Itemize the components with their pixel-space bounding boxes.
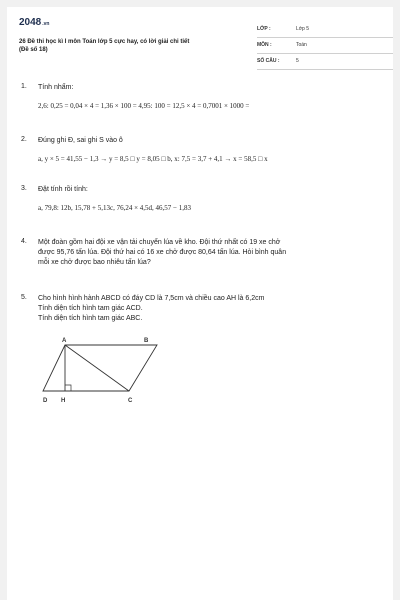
question-expression: 2,6: 0,25 = 0,04 × 4 = 1,36 × 100 = 4,95: 100 = 12,5 × 4 = 0,7001 × 1000 = bbox=[38, 102, 250, 110]
meta-key: SỐ CÂU : bbox=[257, 58, 280, 64]
question-number: 1. bbox=[21, 83, 27, 90]
question-line: được 95,76 tấn lúa. Đội thứ hai có 16 xe chở được 80,64 tấn lúa. Hỏi bình quân bbox=[38, 249, 287, 256]
meta-row-class bbox=[257, 23, 393, 38]
question-number: 4. bbox=[21, 238, 27, 245]
exam-title-line1: 26 Đề thi học kì I môn Toán lớp 5 cực hay, có lời giải chi tiết bbox=[19, 39, 190, 45]
meta-row-subject bbox=[257, 39, 393, 54]
question-text bbox=[38, 294, 378, 324]
question-line: Tính diện tích hình tam giác ABC. bbox=[38, 315, 143, 322]
vertex-label-d: D bbox=[43, 398, 48, 404]
question-line: mỗi xe chở được bao nhiêu tấn lúa? bbox=[38, 259, 151, 266]
parallelogram-abcd bbox=[43, 345, 157, 391]
vertex-label-c: C bbox=[128, 398, 133, 404]
logo-text: 2048 bbox=[19, 17, 42, 28]
meta-value: Lớp 5 bbox=[296, 26, 310, 32]
vertex-label-b: B bbox=[144, 338, 149, 344]
question-line: Cho hình hình hành ABCD có đáy CD là 7,5cm và chiều cao AH là 6,2cm bbox=[38, 295, 265, 302]
meta-key: LỚP : bbox=[257, 26, 271, 32]
question-text: Đặt tính rồi tính: bbox=[38, 186, 88, 193]
question-expression: a, 79,8: 12b, 15,78 + 5,13c, 76,24 × 4,5d, 46,57 − 1,83 bbox=[38, 204, 192, 212]
meta-table bbox=[257, 23, 393, 71]
exam-title-line2: (Đề số 18) bbox=[19, 47, 48, 53]
question-text: Đúng ghi Đ, sai ghi S vào ô bbox=[38, 137, 123, 144]
question-line: Tính diện tích hình tam giác ACD. bbox=[38, 305, 143, 312]
parallelogram-figure bbox=[37, 335, 177, 407]
site-logo[interactable] bbox=[19, 17, 49, 28]
question-line: Một đoàn gồm hai đội xe vận tải chuyển lúa về kho. Đội thứ nhất có 19 xe chở bbox=[38, 239, 281, 246]
question-text bbox=[38, 238, 378, 268]
document-page bbox=[7, 7, 393, 600]
question-number: 3. bbox=[21, 185, 27, 192]
document-header bbox=[19, 17, 381, 67]
vertex-label-a: A bbox=[62, 338, 67, 344]
question-expression: a, y × 5 = 41,55 − 1,3 → y = 8,5 □ y = 8,05 □ b, x: 7,5 = 3,7 + 4,1 → x = 58,5 □ x bbox=[38, 155, 268, 163]
question-text: Tính nhẩm: bbox=[38, 84, 74, 91]
diagonal-ac bbox=[65, 345, 129, 391]
meta-value: 5 bbox=[296, 58, 299, 64]
question-number: 2. bbox=[21, 136, 27, 143]
meta-row-count bbox=[257, 55, 393, 70]
right-angle-mark bbox=[65, 385, 71, 391]
meta-value: Toán bbox=[296, 42, 307, 48]
meta-key: MÔN : bbox=[257, 42, 272, 48]
vertex-label-h: H bbox=[61, 398, 66, 404]
exam-title bbox=[19, 38, 249, 54]
question-number: 5. bbox=[21, 294, 27, 301]
logo-suffix: .vn bbox=[42, 21, 50, 27]
